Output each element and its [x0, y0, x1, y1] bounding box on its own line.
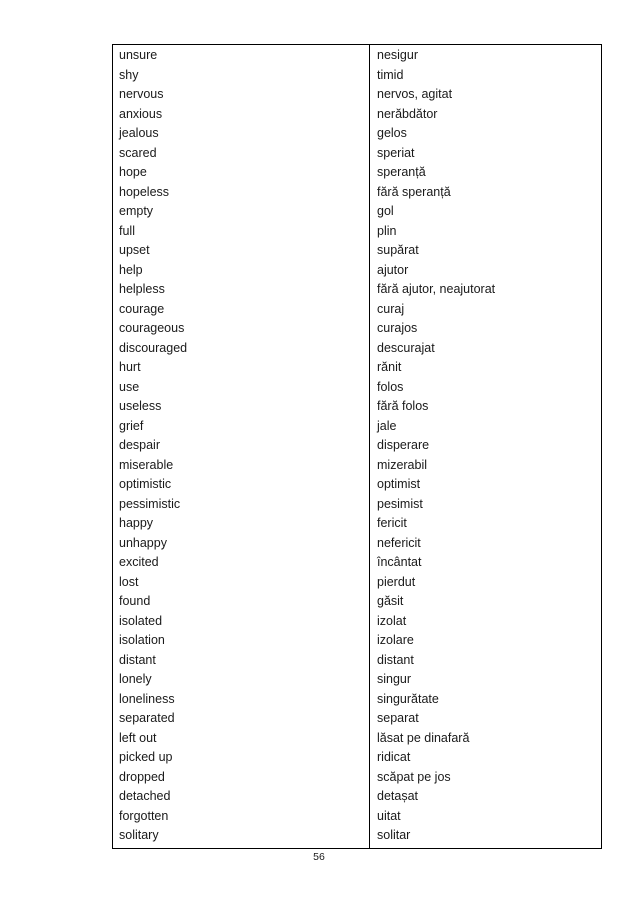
english-word: unhappy — [119, 535, 167, 550]
english-word: discouraged — [119, 340, 188, 355]
romanian-translation: lăsat pe dinafară — [377, 730, 470, 745]
romanian-translation: pesimist — [377, 496, 423, 511]
romanian-translation: plin — [377, 223, 397, 238]
english-word: nervous — [119, 87, 164, 101]
english-word: loneliness — [119, 691, 175, 706]
english-word: excited — [119, 555, 159, 569]
english-word: unsure — [119, 48, 158, 62]
english-word: dropped — [119, 769, 165, 784]
romanian-translation: găsit — [377, 594, 404, 608]
romanian-translation: speranță — [377, 165, 426, 179]
english-word: useless — [119, 399, 162, 413]
english-word: scared — [119, 145, 157, 160]
romanian-translation: nefericit — [377, 535, 421, 550]
romanian-translation: rănit — [377, 360, 402, 374]
romanian-translation: timid — [377, 67, 404, 82]
romanian-translation: optimist — [377, 477, 421, 491]
english-word: separated — [119, 711, 175, 725]
romanian-translation: speriat — [377, 145, 415, 160]
page-number: 56 — [313, 851, 325, 863]
english-word: full — [119, 223, 135, 238]
english-word: hope — [119, 165, 147, 179]
romanian-translation: curaj — [377, 301, 405, 316]
english-word: distant — [119, 652, 156, 667]
romanian-translation: ridicat — [377, 750, 411, 764]
english-word: hopeless — [119, 184, 170, 199]
romanian-translation: detașat — [377, 789, 419, 803]
romanian-translation: ajutor — [377, 262, 409, 277]
romanian-translation: fericit — [377, 516, 407, 530]
english-word: helpless — [119, 282, 165, 296]
english-word: isolation — [119, 633, 165, 647]
english-word: help — [119, 262, 143, 277]
english-word: solitary — [119, 828, 159, 842]
english-word: lonely — [119, 672, 152, 686]
english-word: optimistic — [119, 477, 172, 491]
romanian-translation: singur — [377, 672, 412, 686]
english-word: jealous — [119, 126, 159, 140]
romanian-translation: gelos — [377, 126, 407, 140]
romanian-translation: fără speranță — [377, 184, 451, 199]
english-word: miserable — [119, 457, 174, 472]
english-word: happy — [119, 516, 154, 530]
romanian-translation: nervos, agitat — [377, 87, 453, 101]
romanian-translation: separat — [377, 711, 419, 725]
english-word: courageous — [119, 321, 185, 335]
romanian-translation: fără folos — [377, 399, 429, 413]
english-word: grief — [119, 418, 144, 433]
romanian-translation: nerăbdător — [377, 106, 438, 121]
romanian-translation: solitar — [377, 828, 411, 842]
romanian-translation: gol — [377, 204, 394, 218]
romanian-translation: disperare — [377, 438, 430, 452]
english-word: isolated — [119, 613, 163, 628]
romanian-translation: supărat — [377, 243, 419, 257]
romanian-translation: încântat — [377, 555, 422, 569]
english-word: found — [119, 594, 151, 608]
romanian-translation: izolare — [377, 633, 414, 647]
romanian-translation: descurajat — [377, 340, 435, 355]
english-column — [113, 45, 370, 848]
english-word: upset — [119, 243, 150, 257]
romanian-column — [370, 45, 601, 848]
english-word: courage — [119, 301, 165, 316]
romanian-translation: nesigur — [377, 48, 418, 62]
romanian-translation: fără ajutor, neajutorat — [377, 282, 496, 296]
english-word: pessimistic — [119, 496, 181, 511]
english-word: forgotten — [119, 808, 169, 823]
english-word: anxious — [119, 106, 163, 121]
vocabulary-table — [112, 44, 602, 849]
romanian-translation: mizerabil — [377, 457, 428, 472]
romanian-translation: distant — [377, 652, 414, 667]
english-word: hurt — [119, 360, 141, 374]
english-word: picked up — [119, 750, 173, 764]
romanian-translation: folos — [377, 379, 404, 394]
english-word: despair — [119, 438, 160, 452]
english-word: detached — [119, 789, 171, 803]
romanian-translation: singurătate — [377, 691, 439, 706]
romanian-translation: pierdut — [377, 574, 416, 589]
romanian-translation: curajos — [377, 321, 418, 335]
romanian-translation: izolat — [377, 613, 407, 628]
english-word: lost — [119, 574, 139, 589]
english-word: use — [119, 379, 140, 394]
english-word: empty — [119, 204, 154, 218]
romanian-translation: jale — [377, 418, 397, 433]
english-word: left out — [119, 730, 157, 745]
english-word: shy — [119, 67, 139, 82]
romanian-translation: scăpat pe jos — [377, 769, 451, 784]
romanian-translation: uitat — [377, 808, 401, 823]
